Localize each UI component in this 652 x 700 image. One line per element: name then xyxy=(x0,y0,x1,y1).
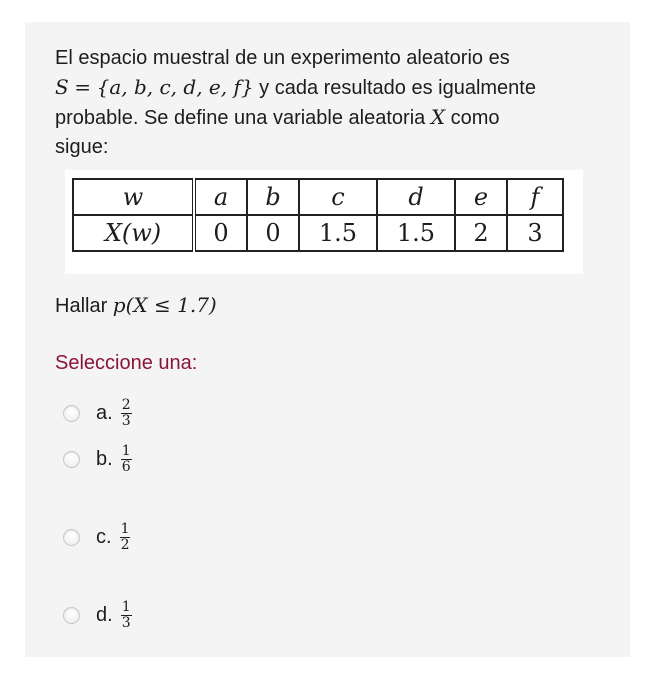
table-header-label: w xyxy=(73,179,194,215)
fraction-numerator: 1 xyxy=(121,599,131,615)
table-outcome-cell: b xyxy=(247,179,299,215)
problem-line-3 xyxy=(55,103,615,133)
problem-line-3-pre: probable. Se define una variable aleatoria xyxy=(55,107,431,129)
problem-line-2 xyxy=(55,73,615,103)
question-text xyxy=(55,290,217,321)
table-outcome-cell: d xyxy=(377,179,455,215)
option-fraction xyxy=(121,600,132,631)
fraction-numerator: 1 xyxy=(120,521,130,537)
problem-line-1: El espacio muestral de un experimento aleatorio es xyxy=(55,47,510,69)
table-outcome-cell: f xyxy=(507,179,563,215)
table-outcome-cell: a xyxy=(194,179,247,215)
option-fraction xyxy=(120,522,131,553)
table-value-cell: 1.5 xyxy=(377,215,455,251)
question-prefix: Hallar xyxy=(55,295,113,317)
option-c-radio[interactable] xyxy=(63,529,80,546)
option-letter: c. xyxy=(96,526,112,548)
option-d-radio[interactable] xyxy=(63,607,80,624)
option-fraction xyxy=(121,398,132,429)
option-fraction xyxy=(121,444,132,475)
option-letter: b. xyxy=(96,448,113,470)
option-letter: a. xyxy=(96,402,113,424)
table-value-cell: 0 xyxy=(194,215,247,251)
table-value-cell: 1.5 xyxy=(299,215,377,251)
problem-statement xyxy=(55,44,615,162)
sample-space-symbol: S xyxy=(55,75,69,99)
fraction-denominator: 2 xyxy=(120,537,130,553)
table-value-row xyxy=(73,215,563,251)
distribution-table xyxy=(72,178,564,252)
problem-line-2-rest: y cada resultado es igualmente xyxy=(253,77,536,99)
option-c[interactable] xyxy=(63,522,130,553)
table-outcome-cell: c xyxy=(299,179,377,215)
table-value-cell: 3 xyxy=(507,215,563,251)
option-b-radio[interactable] xyxy=(63,451,80,468)
fraction-denominator: 3 xyxy=(121,615,131,631)
option-letter: d. xyxy=(96,604,113,626)
option-b[interactable] xyxy=(63,444,132,475)
equals-sign: = xyxy=(74,75,92,99)
fraction-numerator: 1 xyxy=(121,443,131,459)
problem-line-3-post: como xyxy=(445,107,500,129)
fraction-numerator: 2 xyxy=(121,397,131,413)
question-expression: p(X ≤ 1.7) xyxy=(112,293,217,317)
table-row-label: X(w) xyxy=(73,215,194,251)
sample-space-set: {a, b, c, d, e, f} xyxy=(96,75,254,99)
problem-line-4: sigue: xyxy=(55,136,109,158)
question-card xyxy=(25,22,630,657)
table-outcome-cell: e xyxy=(455,179,507,215)
distribution-table-container xyxy=(65,170,583,274)
fraction-denominator: 3 xyxy=(121,413,131,429)
table-value-cell: 2 xyxy=(455,215,507,251)
table-header-row xyxy=(73,179,563,215)
option-d[interactable] xyxy=(63,600,132,631)
table-value-cell: 0 xyxy=(247,215,299,251)
select-one-prompt: Seleccione una: xyxy=(55,352,198,374)
fraction-denominator: 6 xyxy=(121,459,131,475)
option-a-radio[interactable] xyxy=(63,405,80,422)
random-variable-symbol: X xyxy=(430,105,446,129)
option-a[interactable] xyxy=(63,398,132,429)
